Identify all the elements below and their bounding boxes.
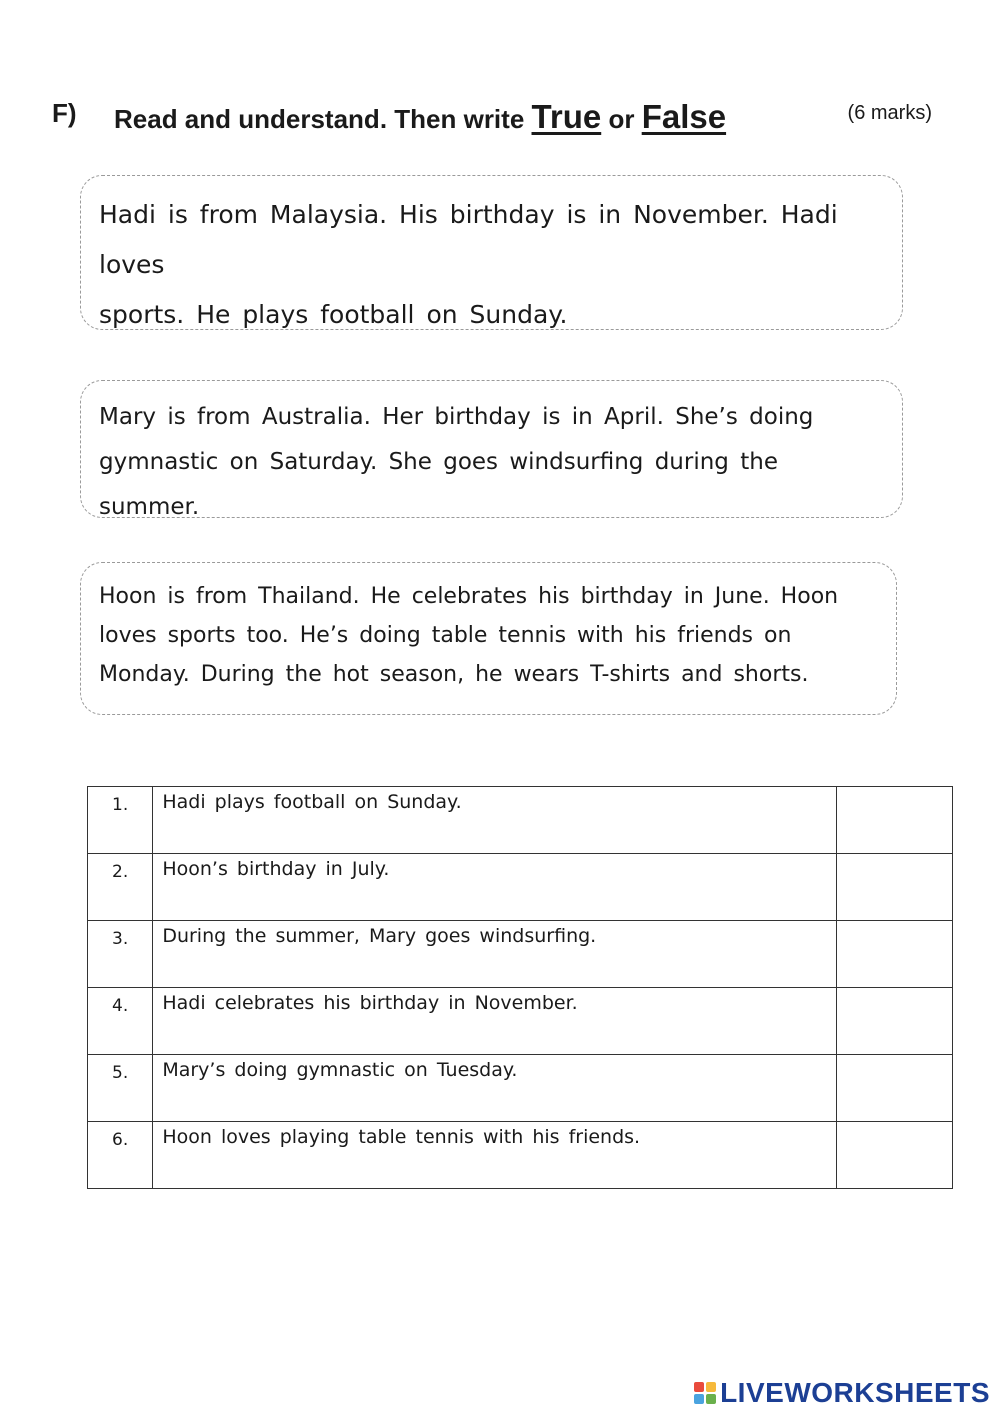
table-row xyxy=(88,1055,953,1122)
passage-line: sports. He plays football on Sunday. xyxy=(99,300,568,329)
or-word: or xyxy=(608,104,635,134)
answer-cell xyxy=(836,921,952,988)
row-number: 6. xyxy=(88,1122,153,1189)
passage-line: Hadi is from Malaysia. His birthday is in November. Hadi loves xyxy=(99,200,838,279)
liveworksheets-blocks-icon xyxy=(694,1382,716,1404)
passage-mary xyxy=(80,380,903,518)
answer-cell xyxy=(836,787,952,854)
row-number: 5. xyxy=(88,1055,153,1122)
table-row xyxy=(88,988,953,1055)
statement-text: Hoon loves playing table tennis with his friends. xyxy=(153,1122,836,1189)
true-word: True xyxy=(531,98,602,135)
statement-text: During the summer, Mary goes windsurfing. xyxy=(153,921,836,988)
statement-text: Mary’s doing gymnastic on Tuesday. xyxy=(153,1055,836,1122)
instruction-prefix: Read and understand. Then write xyxy=(114,104,525,134)
answer-input[interactable] xyxy=(837,1055,952,1121)
answer-input[interactable] xyxy=(837,921,952,987)
passage-hoon xyxy=(80,562,897,715)
statement-text: Hoon’s birthday in July. xyxy=(153,854,836,921)
row-number: 3. xyxy=(88,921,153,988)
exercise-heading xyxy=(52,88,932,138)
row-number: 2. xyxy=(88,854,153,921)
answer-cell xyxy=(836,1055,952,1122)
passage-line: loves sports too. He’s doing table tennis with his friends on xyxy=(99,623,792,648)
passage-hadi xyxy=(80,175,903,330)
brand-name: LIVEWORKSHEETS xyxy=(720,1377,990,1408)
table-row xyxy=(88,921,953,988)
instruction-text xyxy=(114,98,726,136)
section-letter: F) xyxy=(52,98,77,128)
table-row xyxy=(88,787,953,854)
false-word: False xyxy=(641,98,727,135)
table-row xyxy=(88,1122,953,1189)
marks-label: (6 marks) xyxy=(847,102,932,124)
row-number: 4. xyxy=(88,988,153,1055)
true-false-table xyxy=(87,786,953,1189)
table-row xyxy=(88,854,953,921)
liveworksheets-logo xyxy=(694,1379,990,1407)
answer-input[interactable] xyxy=(837,787,952,853)
answer-input[interactable] xyxy=(837,1122,952,1188)
answer-cell xyxy=(836,854,952,921)
answer-cell xyxy=(836,988,952,1055)
passage-line: Hoon is from Thailand. He celebrates his birthday in June. Hoon xyxy=(99,584,839,609)
passage-line: Monday. During the hot season, he wears T-shirts and shorts. xyxy=(99,662,809,687)
statement-text: Hadi celebrates his birthday in November. xyxy=(153,988,836,1055)
passage-line: gymnastic on Saturday. She goes windsurfing during the summer. xyxy=(99,449,778,520)
answer-cell xyxy=(836,1122,952,1189)
statement-text: Hadi plays football on Sunday. xyxy=(153,787,836,854)
answer-input[interactable] xyxy=(837,988,952,1054)
answer-input[interactable] xyxy=(837,854,952,920)
passage-line: Mary is from Australia. Her birthday is in April. She’s doing xyxy=(99,404,814,430)
row-number: 1. xyxy=(88,787,153,854)
